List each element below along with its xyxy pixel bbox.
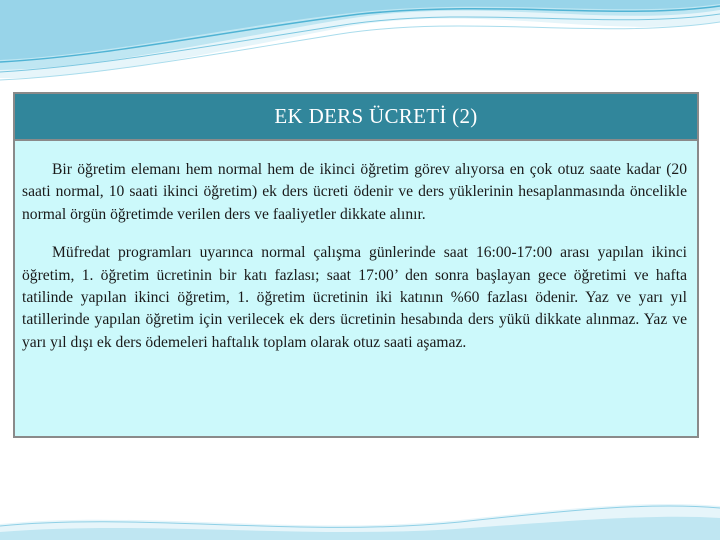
slide-title: EK DERS ÜCRETİ (2) [274,104,478,128]
top-wave-decoration-icon [0,0,720,90]
content-box [13,92,699,438]
paragraph-1: Bir öğretim elemanı hem normal hem de ikinci öğretim görev alıyorsa en çok otuz saate kadar (20 saati normal, 10 saati ikinci öğretim) ek ders ücreti ödenir ve ders yüklerinin hesaplanmasında öncelikle normal örgün öğretimde verilen ders ve faaliyetler dikkate alınır. [22,161,687,223]
title-bar [15,94,697,141]
bottom-wave-decoration-icon [0,480,720,540]
slide-body [15,141,697,354]
paragraph-2: Müfredat programları uyarınca normal çalışma günlerinde saat 16:00-17:00 arası yapılan ikinci öğretim, 1. öğretim ücretinin bir katı fazlası; saat 17:00’ den sonra başlayan gece öğretimi ve hafta tatilinde yapılan ikinci öğretim, 1. öğretim ücretinin iki katının %60 fazlası ödenir. Yaz ve yarı yıl tatillerinde yapılan öğretim için verilecek ek ders ücretinin hesabında ders yükü dikkate alınmaz. Yaz ve yarı yıl dışı ek ders ödemeleri haftalık toplam olarak otuz saati aşamaz. [22,244,687,351]
